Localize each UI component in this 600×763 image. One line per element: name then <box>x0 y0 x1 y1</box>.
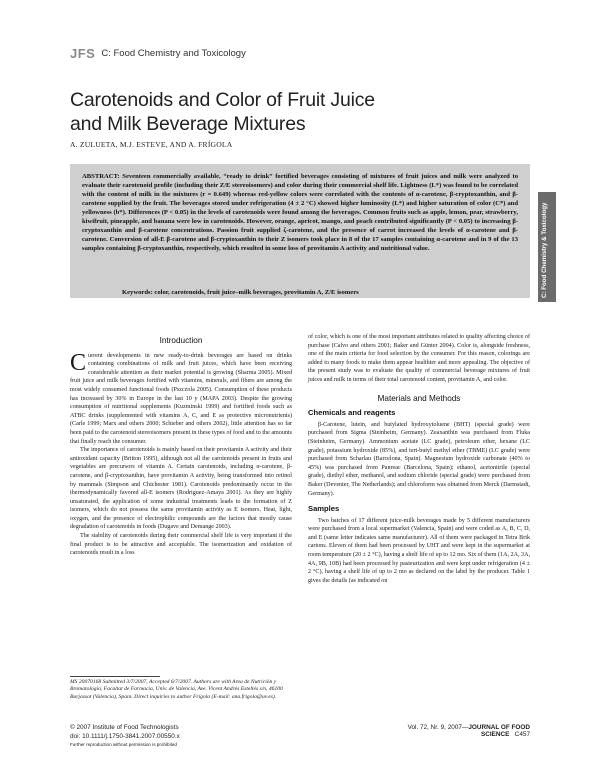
page-number: C457 <box>514 731 530 738</box>
journal-name: JOURNAL OF FOOD SCIENCE <box>468 724 530 738</box>
title-line-1: Carotenoids and Color of Fruit Juice <box>70 89 375 111</box>
author-list: A. ZULUETA, M.J. ESTEVE, AND A. FRÍGOLA <box>70 140 233 149</box>
volume-info: Vol. 72, Nr. 9, 2007— <box>407 724 469 731</box>
reproduction-notice: Further reproduction without permission is prohibited <box>70 742 177 747</box>
footnote: MS 20070168 Submitted 3/7/2007, Accepted 6/7/2007. Authors are with Area de Nutrición y Bromatología, Facultat de Farmacia, Univ. de Valencia, Ave. Vicent Andrés Estellés s/n, 46100 Burjassot (Valencia), Spain. Direct inquiries to author Frígola (E-mail: ana.frigola@uv.es). <box>70 679 283 700</box>
methods-heading: Materials and Methods <box>377 393 461 403</box>
chemicals-paragraph: β-Carotene, lutein, and butylated hydroxytoluene (BHT) (special grade) were purchased from Sigma (Steinheim, Germany). Zeaxanthin was purchased from Fluka (Steinheim, Germany). Ammonium acetate (LC grade), petroleum ether, hexane (LC grade), potassium hydroxide (85%), and tert-butyl methyl ether (TBME) (LC grade) were purchased from Scharlau (Barcelona, Spain). Magnesium hydroxide carbonate (40% to 45%) was purchased from Panreac (Barcelona, Spain); ethanol, acetonitrile (special grade), diethyl ether, methanol, and sodium chloride (special grade) were purchased from Baker (Deventer, The Netherlands); and chloroform was obtained from Merck (Darmstadt, Germany). <box>308 421 530 497</box>
footnote-divider <box>70 676 160 677</box>
title-line-2: and Milk Beverage Mixtures <box>70 113 306 135</box>
samples-subheading: Samples <box>308 504 340 514</box>
intro-paragraph-2: The importance of carotenoids is mainly based on their provitamin A activity and their antioxidant capacity (Britton 1995), although not all the carotenoids present in fruits and vegetables are precursors of vitamin A. Certain carotenoids, including α-carotene, β-carotene, and β-cryptoxanthin, have provitamin A activity, being transformed into retinol by mammals (Simpson and Chichester 1981). Carotenoids predominantly occur in the thermodynamically favored all-E isomers (Rodriguez-Amaya 2001). As they are highly unsaturated, the application of some industrial treatments leads to the formation of Z isomers, which do not possess the same provitamin activity as E isomers. Heat, light, oxygen, and the presence of electrophilic compounds are the factors that mostly cause degradation of carotenoids in foods (Dugave and Demange 2003). <box>70 447 292 531</box>
left-column <box>70 337 292 558</box>
article-title <box>70 88 530 136</box>
chemicals-subheading: Chemicals and reagents <box>308 408 396 418</box>
journal-logo: JFS <box>70 45 96 61</box>
introduction-heading: Introduction <box>159 336 203 345</box>
footer-right <box>380 724 530 738</box>
section-side-tab-label: C: Food Chemistry & Toxicology <box>541 202 548 298</box>
footer-left <box>70 724 180 750</box>
intro-paragraph-3: The stability of carotenoids during their commercial shelf life is very important if the final product is to be attractive and acceptable. The isomerization and oxidation of carotenoids result in a loss <box>70 533 292 557</box>
copyright: © 2007 Institute of Food Technologists <box>70 724 179 731</box>
journal-header <box>70 45 246 61</box>
drop-cap: C <box>70 349 87 376</box>
abstract-label: ABSTRACT: <box>82 173 120 180</box>
abstract <box>82 172 518 253</box>
intro-paragraph-1-text: urrent developments in new ready-to-drink beverages are based on drinks containing combinations of milk and fruit juices, which have been receiving considerable attention as their market potential is growing (Sharma 2005). Mixed fruit juice and milk beverages fortified with vitamins, minerals, and fibers are among the most widely consumed functional foods (Pszczola 2005). Consumption of these products has increased by 30% in Europe in the last 10 y (MAPA 2003). Despite the growing consumption of nutritional supplements (Kuzminski 1999) and fortified foods such as ATBC drinks (supplemented with vitamins A, C, and E as protective micronutrients) (Carle 1999; Marx and others 2000; Schieber and others 2002), little attention has so far been paid to the carotenoid stereoisomers present in these types of food and to the amounts that finally reach the consumer. <box>70 352 292 445</box>
keywords: Keywords: color, carotenoids, fruit juice–milk beverages, provitamin A, Z/E isomers <box>122 289 359 296</box>
intro-paragraph-1 <box>70 349 292 447</box>
abstract-body: Seventeen commercially available, “ready to drink” fortified beverages consisting of mixtures of fruit juices and milk were analyzed to evaluate their carotenoid profile (including their Z/E stereoisomers) and color during their commercial shelf life. Lightness (L*) was found to be correlated with the content of milk in the mixtures (r = 0.649) whereas red-yellow colors were correlated with the contents of α-carotene, β-cryptoxanthin, and β-carotene supplied by the fruit. The beverages stored under refrigeration (4 ± 2 °C) showed higher luminosity (L*) and higher saturation of color (C*) and yellowness (b*). Differences (P < 0.05) in the levels of carotenoids were found among the beverages. Common fruits such as apple, lemon, pear, strawberry, kiwifruit, pineapple, and banana were low in carotenoids. However, orange, apricot, mango, and peach contributed significantly (P < 0.05) to increasing β-cryptoxanthin and β-carotene concentrations. Passion fruit supplied ζ-carotene, and the presence of carrot increased the levels of α-carotene and β-carotene. Conversion of all-E β-carotene and β-cryptoxanthin to their Z isomers took place in 8 of the 17 samples containing α-carotene and in 9 of the 13 samples containing β-cryptoxanthin, respectively, which resulted in some loss of provitamin A activity and nutritional value. <box>82 173 518 253</box>
doi: doi: 10.1111/j.1750-3841.2007.00550.x <box>70 732 180 740</box>
journal-section: C: Food Chemistry and Toxicology <box>101 47 246 59</box>
right-column <box>308 333 530 585</box>
samples-paragraph: Two batches of 17 different juice-milk beverages made by 5 different manufacturers were purchased from a local supermarket (Valencia, Spain) and were coded as A, B, C, D, and E (same letter indicates same manufacturer). All of them were packaged in Tetra Brik cartons. Eleven of them had been processed by UHT and were kept in the supermarket at room temperature (20 ± 2 °C), having a shelf life of up to 12 mo. Six of them (1A, 2A, 3A, 4A, 9B, 10B) had been processed by pasteurization and were kept under refrigeration (4 ± 2 °C), having a shelf life of up to 2 mo as declared on the label by the producer. Table 1 gives the details (as indicated on <box>308 517 530 584</box>
intro-paragraph-4: of color, which is one of the most important attributes related to quality affecting choice of purchase (Calvo and others 2001; Baker and Günter 2004). Color is, alongside freshness, one of the main criteria for food selection by the consumer. For this reason, colorings are added to many foods to make them appear healthier and more appealing. The objective of the present study was to evaluate the quality of commercial beverage mixtures of fruit juices and milk in terms of their total carotenoid content, provitamin A, and color. <box>308 334 530 383</box>
